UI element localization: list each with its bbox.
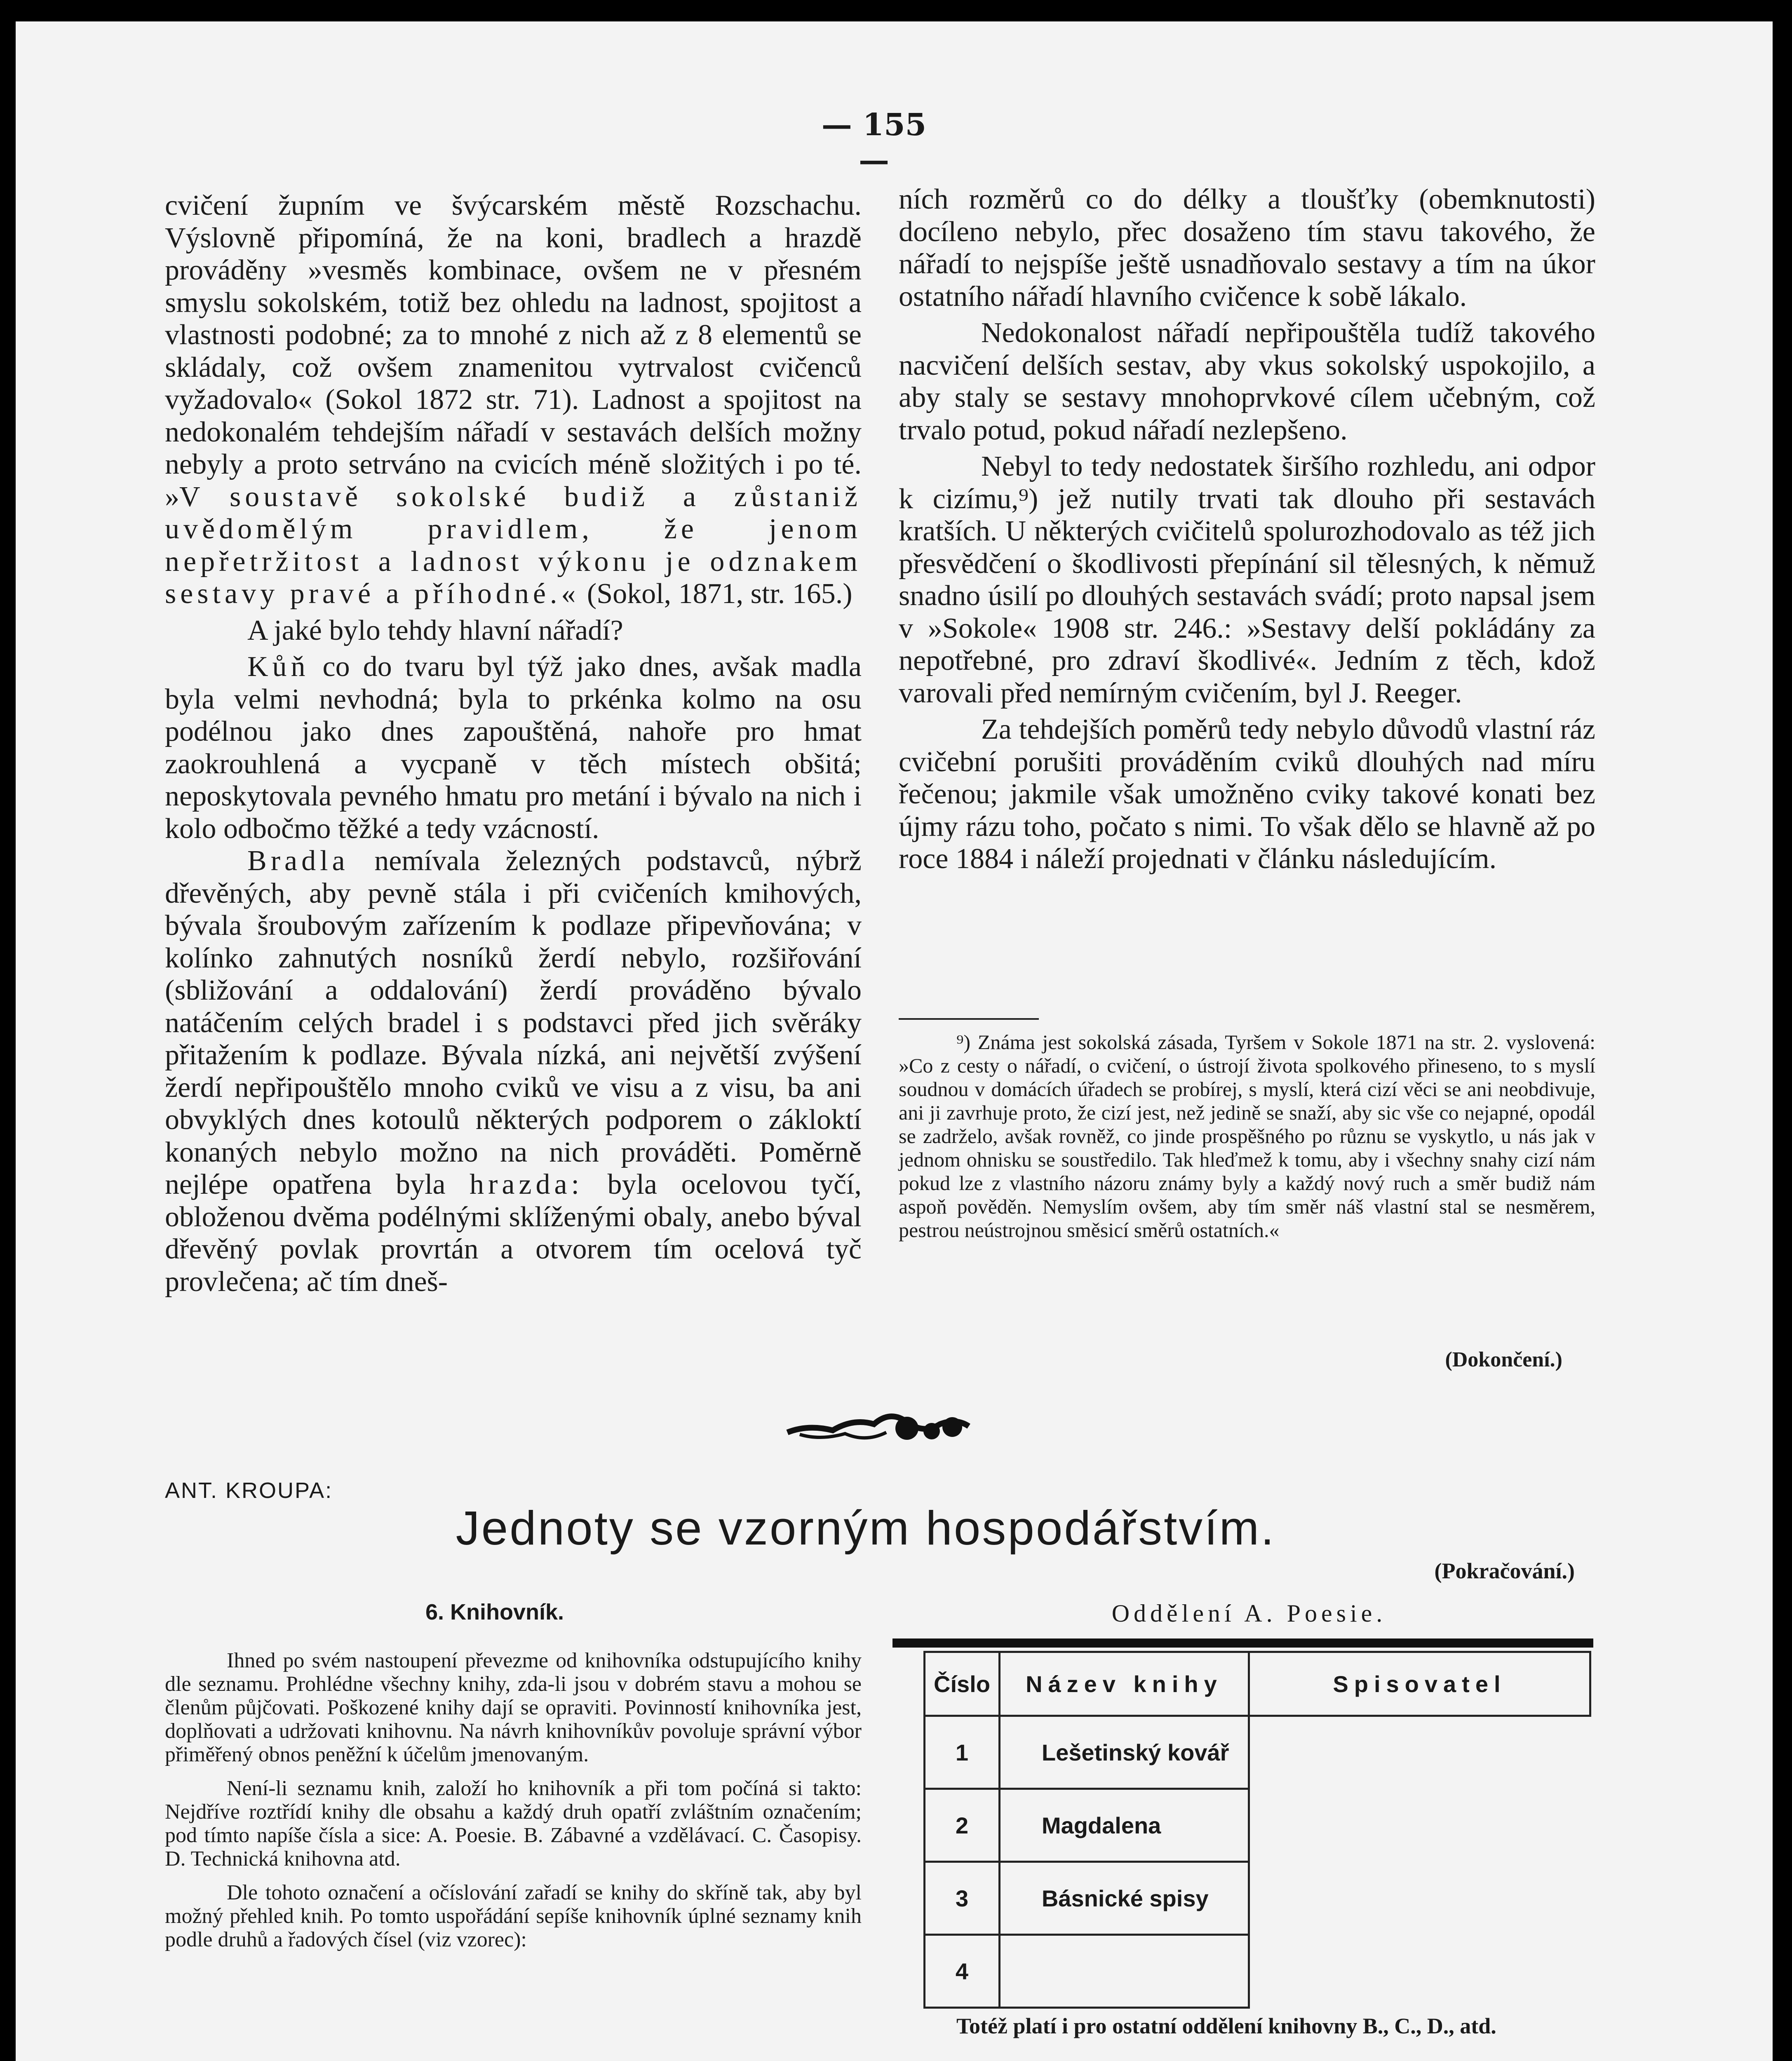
footnote-rule	[899, 1018, 1039, 1020]
citation: (Sokol, 1871, str. 165.)	[587, 578, 853, 610]
continued-note: (Pokračování.)	[1434, 1559, 1575, 1583]
cell-title: Básnické spisy	[999, 1862, 1249, 1935]
paragraph	[165, 845, 862, 1298]
article-body	[165, 1649, 862, 1962]
emphasized-word: hrazda:	[470, 1169, 583, 1200]
article-author: ANT. KROUPA:	[165, 1478, 333, 1503]
paragraph: Za tehdejších poměrů tedy nebylo důvodů vlastní ráz cvičební porušiti prováděním cviků dlouhých nad míru řečenou; jakmile však umožněno cviky takové konati bez újmy rázu toho, počato s nimi. To však dělo se hlavně až po roce 1884 i náleží projednati v článku následujícím.	[899, 714, 1595, 875]
article-title: Jednoty se vzorným hospodářstvím.	[456, 1501, 1276, 1555]
emphasized-word: Kůň	[247, 651, 310, 683]
table-top-rule	[892, 1638, 1593, 1648]
paragraph	[165, 651, 862, 845]
table-row	[925, 1862, 1590, 1935]
paragraph: ních rozměrů co do délky a tloušťky (obemknutosti) docíleno nebylo, přec dosaženo tím stavu takového, že nářadí to nejspíše ještě usnadňovalo sestavy a tím na úkor ostatního nářadí hlavního cvičence k sobě lákalo.	[899, 183, 1595, 312]
scan-border-right	[1773, 0, 1792, 2061]
table-header-row	[925, 1652, 1590, 1716]
header-title: Název knihy	[999, 1652, 1249, 1716]
table-note-text: Totéž platí i pro ostatní oddělení knihovny B., C., D., atd.	[956, 2014, 1496, 2038]
scan-border-left	[0, 0, 16, 2061]
cell-title: Magdalena	[999, 1789, 1249, 1862]
left-column	[165, 190, 862, 1298]
cell-number: 2	[925, 1789, 1000, 1862]
cell-number: 1	[925, 1716, 1000, 1789]
page-number: — 155 —	[821, 107, 927, 178]
book-catalog-table	[923, 1651, 1591, 2009]
paragraph-text: co do tvaru byl týž jako dnes, avšak madla byla velmi nevhodná; byla to prkénka kolmo na osu podélnou jako dnes zapouštěná, nahoře pro hmat zaokrouhlená a vycpaně v těch místech obšitá; neposkytovala pevného hmatu pro metání i bývalo na nich i kolo odbočmo těžké a tedy vzácností.	[165, 651, 862, 845]
paragraph-text: nemívala železných podstavců, nýbrž dřevěných, aby pevně stála i při cvičeních kmihových, bývala šroubovým zařízením k podlaze připevňována; v kolínko zahnutých nosníků žerdí nebylo, rozšiřování (sbližování a oddalování) žerdí prováděno bývalo natáčením celých bradel i s podstavci před jich svěráky přitažením k podlaze. Bývala nízká, ani největší zvýšení žerdí nepřipouštělo mnoho cviků ve visu a z visu, ba ani obvyklých dnes kotoulů některých podporem o zákloktí konaných nebylo možno na nich prováděti. Poměrně nejlépe opatřena byla	[165, 845, 862, 1200]
paragraph: Dle tohoto označení a očíslování zařadí se knihy do skříně tak, aby byl možný přehled knih. Po tomto uspořádání sepíše knihovník úplné seznamy knih podle druhů a řadových čísel (viz vzorec):	[165, 1881, 862, 1951]
cell-title	[999, 1935, 1249, 2008]
paragraph: Ihned po svém nastoupení převezme od knihovníka odstupujícího knihy dle seznamu. Prohlédne všechny knihy, zda-li jsou v dobrém stavu a mohou se členům půjčovati. Poškozené knihy dají se opraviti. Povinností knihovníka jest, doplňovati a udržovati knihovnu. Na návrh knihovníkův povoluje správní výbor přiměřený obnos peněžní k účelům jmenovaným.	[165, 1649, 862, 1766]
paragraph-question: A jaké bylo tehdy hlavní nářadí?	[247, 614, 623, 646]
paragraph: Nedokonalost nářadí nepřipouštěla tudíž takového nacvičení delších sestav, aby vkus sokolský uspokojilo, a aby staly se sestavy mnohoprvkové cílem učebným, což trvalo potud, pokud nářadí nezlepšeno.	[899, 317, 1595, 446]
cell-number: 4	[925, 1935, 1000, 2008]
right-column	[899, 183, 1595, 876]
table-row	[925, 1935, 1590, 2008]
emphasized-quote: soustavě sokolské budiž a zůstaniž uvědomělým pravidlem, že jenom nepřetržitost a ladnost výkonu je odznakem sestavy pravé a příhodné.«	[165, 481, 862, 610]
cell-number: 3	[925, 1862, 1000, 1935]
paragraph: Není-li seznamu knih, založí ho knihovník a při tom počíná si takto: Nejdříve roztřídí knihy dle obsahu a každý druh opatří zvláštním označením; pod tímto napíše čísla a sice: A. Poesie. B. Zábavné a vzdělávací. C. Časopisy. D. Technická knihovna atd.	[165, 1777, 862, 1871]
paragraph	[165, 190, 862, 610]
paragraph-text: cvičení župním ve švýcarském městě Rozschachu. Výslovně připomíná, že na koni, bradlech a hrazdě prováděny »vesměs kombinace, ovšem ne v přesném smyslu sokolském, totiž bez ohledu na ladnost, spojitost a vlastnosti podobné; za to mnohé z nich až z 8 elementů se skládaly, což ovšem znamenitou vytrvalost cvičenců vyžadovalo« (Sokol 1872 str. 71). Ladnost a spojitost na nedokonalém tehdejším nářadí v sestavách delších možny nebyly a proto setrváno na cvicích méně složitých i po té. »V	[165, 190, 862, 513]
header-author: Spisovatel	[1249, 1652, 1590, 1716]
table-caption: Oddělení A. Poesie.	[1111, 1600, 1387, 1627]
table-row	[925, 1789, 1590, 1862]
paragraph: Nebyl to tedy nedostatek širšího rozhledu, ani odpor k cizímu,⁹) jež nutily trvati tak dlouho při sestavách kratších. U některých cvičitelů spolurozhodovalo as též jich přesvědčení o škodlivosti přepínání sil tělesných, k němuž snadno úsilí po dlouhých sestavách svádí; proto napsal jsem v »Sokole« 1908 str. 246.: »Sestavy delší pokládány za nepotřebné, pro zdraví škodlivé«. Jedním z těch, kdož varovali před nemírným cvičením, byl J. Reeger.	[899, 451, 1595, 709]
footnote-text: ⁹) Známa jest sokolská zásada, Tyršem v Sokole 1871 na str. 2. vyslovená: »Co z cesty o nářadí, o cvičení, o ústrojí života spolkového přineseno, to s myslí soudnou v domácích úřadech se probírej, s myslí, která cizí věci se ani neobdivuje, ani ji zavrhuje proto, že cizí jest, než jedině se snaží, aby sic vše co nejapné, opodál se zadrželo, avšak rovněž, co jinde prospěšného po různu se vyskytlo, u nás jak v jednom ohnisku se soustředilo. Tak hleďmež k tomu, aby i všechny snahy cizí nám pokud lze z vlastního názoru známy byly a každý nový ruch a směr budiž nám aspoň pověděn. Nemyslím ovšem, aby tím směr náš vlastní stal se nesměrem, pestrou neústrojnou směsicí směrů ostatních.«	[899, 1030, 1595, 1242]
paragraph-text: byla ocelovou tyčí, obloženou dvěma podélnými sklíženými obaly, anebo býval dřevěný povlak provrtán a otvorem tím ocelová tyč provlečena; ač tím dneš-	[165, 1169, 862, 1298]
table-note	[895, 2012, 1595, 2040]
footnote	[899, 1030, 1595, 1371]
section-heading: 6. Knihovník.	[425, 1600, 564, 1624]
cell-title: Lešetinský kovář	[999, 1716, 1249, 1789]
emphasized-word: Bradla	[247, 845, 349, 877]
scan-border-top	[0, 0, 1792, 21]
decorative-ornament-icon	[783, 1401, 973, 1455]
table-row	[925, 1716, 1590, 1789]
header-number: Číslo	[925, 1652, 1000, 1716]
to-be-continued: (Dokončení.)	[1445, 1348, 1562, 1371]
